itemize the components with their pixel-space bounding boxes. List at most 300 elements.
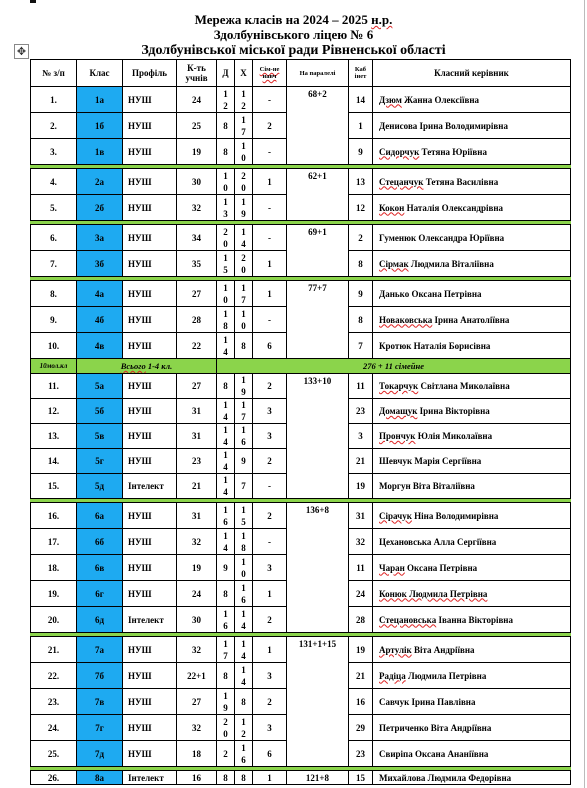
digit: 2 [241,100,246,111]
row-number: 20. [31,607,77,633]
family-study: 2 [253,689,287,715]
cabinet-number: 15 [349,771,373,785]
digit: 1 [223,308,228,319]
row-number: 23. [31,689,77,715]
digit: 8 [241,542,246,553]
student-count: 27 [177,281,217,307]
boys-count [235,251,253,277]
class-profile: НУШ [123,424,177,449]
cabinet-number: 11 [349,374,373,399]
boys-count [235,474,253,499]
boys-count [235,581,253,607]
row-number: 22. [31,663,77,689]
class-name: 5а [77,374,123,399]
digit: 1 [223,170,228,181]
boys-count [235,333,253,359]
student-count: 18 [177,741,217,767]
family-study: 3 [253,555,287,581]
digit: 1 [223,638,228,649]
class-profile: НУШ [123,195,177,221]
family-study: - [253,474,287,499]
class-teacher: Стецанчук Тетяна Василівна [373,169,571,195]
cabinet-number: 9 [349,281,373,307]
class-profile: НУШ [123,555,177,581]
girls-count [217,374,235,399]
family-study: 2 [253,374,287,399]
digit: 9 [241,387,246,397]
family-study: 6 [253,741,287,767]
digit: 8 [223,320,228,331]
teacher-surname: Сірмак [379,258,409,269]
summary-label: 10мол.кл [31,359,77,374]
row-number: 12. [31,399,77,424]
digit: 9 [241,208,246,219]
teacher-surname: Токарчук [379,381,419,391]
class-profile: НУШ [123,503,177,529]
class-profile: НУШ [123,87,177,113]
class-profile: НУШ [123,374,177,399]
family-study: 1 [253,169,287,195]
family-study: - [253,307,287,333]
digit: 1 [241,556,246,567]
digit: 4 [223,542,228,553]
girls-count [217,281,235,307]
digit: 1 [223,504,228,515]
class-profile: НУШ [123,251,177,277]
boys-count [235,225,253,251]
digit: 5 [241,516,246,527]
digit: 1 [241,114,246,125]
family-study: 3 [253,399,287,424]
title-text: Мережа класів на 2024 – 2025 [194,12,372,27]
digit: 4 [223,437,228,447]
digit: 1 [223,450,228,460]
girls-count [217,581,235,607]
row-number: 11. [31,374,77,399]
digit: 8 [223,670,228,681]
digit: 6 [241,754,246,765]
student-count: 21 [177,474,217,499]
class-teacher: Чаран Оксана Петрівна [373,555,571,581]
class-profile: НУШ [123,281,177,307]
class-profile: НУШ [123,741,177,767]
digit: 2 [223,748,228,759]
table-row [31,169,571,195]
class-profile: НУШ [123,307,177,333]
header-d: Д [217,60,235,87]
class-name: 6а [77,503,123,529]
girls-count [217,424,235,449]
class-name: 4б [77,307,123,333]
cabinet-number: 21 [349,663,373,689]
class-profile: НУШ [123,581,177,607]
row-number: 1. [31,87,77,113]
class-name: 4а [77,281,123,307]
student-count: 19 [177,139,217,165]
summary-row [31,359,571,374]
family-study: 1 [253,581,287,607]
digit: 0 [223,238,228,249]
girls-count [217,741,235,767]
digit: 1 [223,400,228,410]
class-teacher: Петриченко Віта Андріївна [373,715,571,741]
class-teacher: Сірачук Ніна Володимирівна [373,503,571,529]
family-study: 2 [253,607,287,633]
digit: 4 [223,487,228,497]
digit: 8 [223,588,228,599]
digit: 1 [241,226,246,237]
digit: 8 [223,381,228,391]
row-number: 24. [31,715,77,741]
teacher-surname: Конюк Людмила Петрівна [379,588,488,599]
class-profile: НУШ [123,399,177,424]
row-number: 3. [31,139,77,165]
class-profile: НУШ [123,637,177,663]
class-profile: НУШ [123,225,177,251]
boys-count [235,113,253,139]
cabinet-number: 14 [349,87,373,113]
teacher-surname: Чаран [379,562,405,573]
class-teacher: Свиріпа Оксана Ананіївна [373,741,571,767]
header-class: Клас [77,60,123,87]
cabinet-number: 2 [349,225,373,251]
cabinet-number: 8 [349,251,373,277]
digit: 4 [241,620,246,631]
digit: 1 [223,530,228,541]
class-name: 5г [77,449,123,474]
cabinet-number: 13 [349,169,373,195]
cabinet-number: 11 [349,555,373,581]
student-count: 31 [177,399,217,424]
girls-count [217,607,235,633]
girls-count [217,529,235,555]
digit: 1 [241,608,246,619]
header-teacher: Класний керівник [373,60,571,87]
row-number: 5. [31,195,77,221]
digit: 0 [223,728,228,739]
student-count: 32 [177,529,217,555]
girls-count [217,113,235,139]
cabinet-number: 21 [349,449,373,474]
student-count: 25 [177,113,217,139]
cabinet-number: 24 [349,581,373,607]
class-teacher: Гуменюк Олександра Юріївна [373,225,571,251]
digit: 6 [223,516,228,527]
cabinet-number: 1 [349,113,373,139]
digit: 1 [241,400,246,410]
digit: 0 [241,264,246,275]
student-count: 27 [177,689,217,715]
summary-all: Всього 1-4 кл. [77,359,217,374]
class-name: 7а [77,637,123,663]
digit: 2 [241,728,246,739]
row-number: 16. [31,503,77,529]
boys-count [235,689,253,715]
teacher-surname: Кокон [379,202,405,213]
class-name: 2б [77,195,123,221]
digit: 1 [223,88,228,99]
class-profile: НУШ [123,715,177,741]
class-teacher: Денисова Ірина Володимирівна [373,113,571,139]
digit: 1 [241,664,246,675]
family-study: 3 [253,715,287,741]
table-row [31,87,571,113]
digit: 3 [223,208,228,219]
digit: 1 [223,196,228,207]
digit: 7 [241,412,246,422]
girls-count [217,251,235,277]
digit: 1 [241,425,246,435]
page-edge [584,0,585,788]
title-abbr: н.р. [371,12,393,27]
boys-count [235,374,253,399]
digit: 4 [223,346,228,357]
teacher-surname: Домащук [379,406,418,416]
class-teacher: Сидорчук Тетяна Юріївна [373,139,571,165]
digit: 1 [241,582,246,593]
teacher-surname: Прончук [379,431,416,441]
boys-count [235,637,253,663]
class-teacher: Артулік Віта Андріївна [373,637,571,663]
class-profile: НУШ [123,449,177,474]
header-profile: Профіль [123,60,177,87]
cabinet-number: 9 [349,139,373,165]
row-number: 4. [31,169,77,195]
cabinet-number: 23 [349,741,373,767]
digit: 8 [223,120,228,131]
table-row [31,225,571,251]
girls-count [217,474,235,499]
boys-count [235,529,253,555]
parallel-total: 136+8 [287,503,349,633]
header-students: К-ть учнів [177,60,217,87]
student-count: 22+1 [177,663,217,689]
class-teacher: Савчук Ірина Павлівна [373,689,571,715]
digit: 6 [241,437,246,447]
digit: 7 [223,650,228,661]
page-title [0,12,587,28]
cabinet-number: 32 [349,529,373,555]
table-row [31,503,571,529]
student-count: 30 [177,607,217,633]
girls-count [217,503,235,529]
class-profile: НУШ [123,113,177,139]
cabinet-number: 19 [349,637,373,663]
boys-count [235,169,253,195]
class-teacher: Сірмак Людмила Віталіївна [373,251,571,277]
girls-count [217,689,235,715]
student-count: 27 [177,374,217,399]
digit: 8 [241,340,246,351]
family-study: 3 [253,424,287,449]
teacher-surname: Сидорчук [379,146,420,157]
digit: 1 [241,196,246,207]
parallel-total: 68+2 [287,87,349,165]
digit: 1 [241,308,246,319]
digit: 2 [241,252,246,263]
digit: 2 [223,100,228,111]
family-study: 2 [253,113,287,139]
table-header-row [31,60,571,87]
table-row [31,637,571,663]
class-teacher: Домащук Ірина Вікторівна [373,399,571,424]
digit: 8 [241,772,246,783]
table-row [31,374,571,399]
table-move-handle-icon[interactable]: ✥ [14,44,29,59]
cabinet-number: 12 [349,195,373,221]
student-count: 32 [177,637,217,663]
girls-count [217,771,235,785]
girls-count [217,307,235,333]
girls-count [217,139,235,165]
digit: 1 [223,425,228,435]
table-row [31,771,571,785]
digit: 0 [241,320,246,331]
class-name: 5д [77,474,123,499]
row-number: 2. [31,113,77,139]
girls-count [217,663,235,689]
class-teacher: Дзюм Жанна Олексіївна [373,87,571,113]
digit: 7 [241,126,246,137]
cabinet-number: 23 [349,399,373,424]
digit: 1 [241,638,246,649]
teacher-surname: Новаковська [379,314,433,325]
digit: 7 [241,294,246,305]
teacher-surname: Сірачук [379,510,412,521]
class-name: 6б [77,529,123,555]
digit: 1 [241,88,246,99]
digit: 9 [223,562,228,573]
boys-count [235,307,253,333]
header-num: № з/п [31,60,77,87]
digit: 1 [223,690,228,701]
parallel-total: 133+10 [287,374,349,499]
family-study: - [253,139,287,165]
girls-count [217,449,235,474]
boys-count [235,139,253,165]
digit: 6 [223,620,228,631]
parallel-total: 77+7 [287,281,349,359]
boys-count [235,555,253,581]
boys-count [235,715,253,741]
cabinet-number: 31 [349,503,373,529]
cabinet-number: 8 [349,307,373,333]
student-count: 32 [177,715,217,741]
class-name: 7в [77,689,123,715]
family-study: 1 [253,771,287,785]
girls-count [217,195,235,221]
teacher-surname: Дзюм [379,94,402,105]
teacher-surname: Артулік [379,644,412,655]
digit: 1 [241,742,246,753]
digit: 4 [241,238,246,249]
boys-count [235,741,253,767]
student-count: 19 [177,555,217,581]
row-number: 18. [31,555,77,581]
student-count: 31 [177,424,217,449]
boys-count [235,424,253,449]
girls-count [217,225,235,251]
digit: 6 [241,594,246,605]
class-profile: НУШ [123,139,177,165]
boys-count [235,449,253,474]
class-profile: НУШ [123,529,177,555]
class-teacher: Радіца Людмила Петрівна [373,663,571,689]
cabinet-number: 16 [349,689,373,715]
digit: 4 [241,676,246,687]
row-number: 9. [31,307,77,333]
cabinet-number: 7 [349,333,373,359]
class-name: 7б [77,663,123,689]
girls-count [217,87,235,113]
header-parallel: На паралелі [287,60,349,87]
class-teacher [373,581,571,607]
class-name: 6д [77,607,123,633]
teacher-surname: Радіца [379,670,406,681]
girls-count [217,555,235,581]
family-study: - [253,195,287,221]
class-teacher: Стецановська Іванна Вікторівна [373,607,571,633]
row-number: 26. [31,771,77,785]
girls-count [217,333,235,359]
class-teacher: Михайлова Людмила Федорівна [373,771,571,785]
digit: 7 [241,481,246,491]
digit: 1 [241,716,246,727]
family-study: 1 [253,637,287,663]
class-profile: НУШ [123,689,177,715]
boys-count [235,663,253,689]
family-study: - [253,225,287,251]
family-study: 3 [253,663,287,689]
student-count: 31 [177,503,217,529]
row-number: 8. [31,281,77,307]
digit: 8 [241,696,246,707]
teacher-surname: Стецанчук [379,176,424,187]
class-name: 6г [77,581,123,607]
boys-count [235,87,253,113]
row-number: 14. [31,449,77,474]
boys-count [235,399,253,424]
digit: 1 [241,282,246,293]
family-study: 1 [253,281,287,307]
student-count: 35 [177,251,217,277]
class-name: 3а [77,225,123,251]
parallel-total: 69+1 [287,225,349,277]
cabinet-number: 3 [349,424,373,449]
student-count: 32 [177,195,217,221]
table-row [31,281,571,307]
cabinet-number: 28 [349,607,373,633]
digit: 9 [241,456,246,466]
row-number: 25. [31,741,77,767]
row-number: 13. [31,424,77,449]
digit: 8 [223,772,228,783]
digit: 8 [223,146,228,157]
class-teacher: Кокон Наталія Олександрівна [373,195,571,221]
boys-count [235,195,253,221]
boys-count [235,771,253,785]
header-cabinet: Каб інет [349,60,373,87]
boys-count [235,281,253,307]
class-profile: НУШ [123,333,177,359]
family-study: - [253,529,287,555]
summary-total: 276 + 11 сімейне [217,359,571,374]
class-name: 6в [77,555,123,581]
digit: 1 [223,475,228,485]
student-count: 30 [177,169,217,195]
digit: 0 [241,568,246,579]
digit: 1 [223,334,228,345]
